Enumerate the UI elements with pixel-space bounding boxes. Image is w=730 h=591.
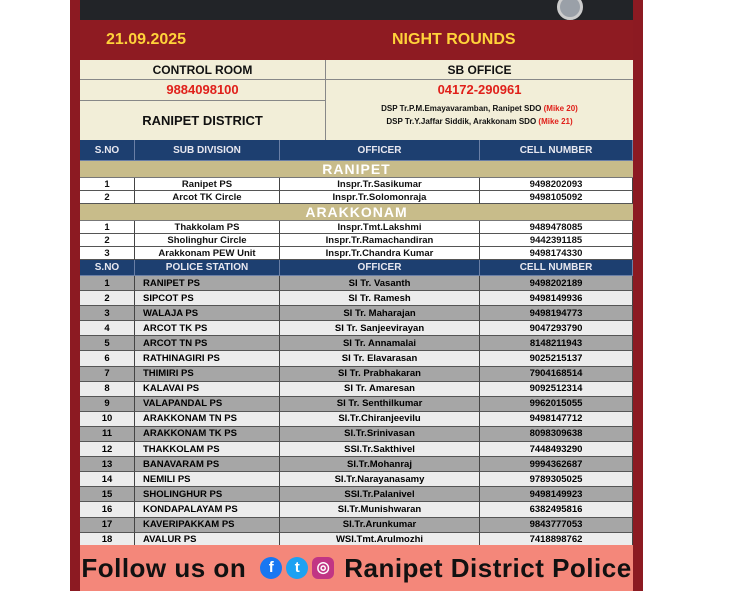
station-name: NEMILI PS: [135, 472, 280, 487]
station-name: SIPCOT PS: [135, 291, 280, 306]
cell-number: 9025215137: [480, 351, 633, 366]
table-row: [80, 502, 633, 517]
officer-name: SI Tr. Senthilkumar: [280, 397, 480, 412]
table-row: [80, 367, 633, 382]
cell-number: 9498202189: [480, 276, 633, 291]
cell-number: 8148211943: [480, 336, 633, 351]
police-station-header: S.NO POLICE STATION OFFICER CELL NUMBER: [80, 260, 633, 276]
dsp-ranipet: DSP Tr.P.M.Emayavaramban, Ranipet SDO (Mike 20): [381, 104, 578, 113]
section-arakkonam: ARAKKONAM: [80, 204, 633, 221]
row-number: 15: [80, 487, 135, 502]
row-number: 13: [80, 457, 135, 472]
officer-name: SI Tr. Amaresan: [280, 382, 480, 397]
officer-name: SI.Tr.Chiranjeevilu: [280, 412, 480, 427]
sb-office-phone: 04172-290961: [437, 82, 522, 97]
table-row: [80, 397, 633, 412]
row-number: 1: [80, 178, 135, 191]
row-number: 12: [80, 442, 135, 457]
duty-table: [80, 140, 633, 548]
row-number: 2: [80, 234, 135, 247]
footer-banner: [80, 545, 633, 591]
station-name: VALAPANDAL PS: [135, 397, 280, 412]
station-name: Thakkolam PS: [135, 221, 280, 234]
row-number: 1: [80, 221, 135, 234]
officer-name: Inspr.Tmt.Lakshmi: [280, 221, 480, 234]
sb-office-label: SB OFFICE: [447, 63, 512, 77]
row-number: 3: [80, 247, 135, 260]
cell-number: 9498202093: [480, 178, 633, 191]
station-name: RATHINAGIRI PS: [135, 351, 280, 366]
station-name: ARAKKONAM TN PS: [135, 412, 280, 427]
cell-number: 9092512314: [480, 382, 633, 397]
row-number: 2: [80, 191, 135, 204]
cell-number: 9843777053: [480, 518, 633, 533]
officer-name: SSI.Tr.Sakthivel: [280, 442, 480, 457]
officer-name: Inspr.Tr.Ramachandiran: [280, 234, 480, 247]
officer-name: SI.Tr.Arunkumar: [280, 518, 480, 533]
table-row: [80, 442, 633, 457]
officer-name: SI Tr. Sanjeevirayan: [280, 321, 480, 336]
officer-name: Inspr.Tr.Sasikumar: [280, 178, 480, 191]
cell-number: 9442391185: [480, 234, 633, 247]
cell-number: 9047293790: [480, 321, 633, 336]
station-name: ARAKKONAM TK PS: [135, 427, 280, 442]
follow-label: Follow us on: [81, 552, 247, 583]
officer-name: SI Tr. Annamalai: [280, 336, 480, 351]
officer-name: SI Tr. Prabhakaran: [280, 367, 480, 382]
officer-name: SI Tr. Maharajan: [280, 306, 480, 321]
section-ranipet: RANIPET: [80, 161, 633, 178]
dsp-arakkonam: DSP Tr.Y.Jaffar Siddik, Arakkonam SDO (Mike 21): [386, 117, 573, 126]
control-room-phone: 9884098100: [166, 82, 239, 97]
table-row: [80, 427, 633, 442]
officer-name: SI.Tr.Srinivasan: [280, 427, 480, 442]
camera-lens-icon: [557, 0, 583, 20]
cell-number: 9498105092: [480, 191, 633, 204]
page-title: NIGHT ROUNDS: [392, 31, 516, 48]
table-row: [80, 306, 633, 321]
table-row: [80, 457, 633, 472]
row-number: 6: [80, 351, 135, 366]
station-name: Sholinghur Circle: [135, 234, 280, 247]
station-name: THIMIRI PS: [135, 367, 280, 382]
table-row: [80, 412, 633, 427]
cell-number: 9994362687: [480, 457, 633, 472]
row-number: 9: [80, 397, 135, 412]
station-name: ARCOT TN PS: [135, 336, 280, 351]
row-number: 5: [80, 336, 135, 351]
row-number: 18: [80, 533, 135, 548]
table-row: [80, 178, 633, 191]
table-row: [80, 321, 633, 336]
station-name: KAVERIPAKKAM PS: [135, 518, 280, 533]
table-row: [80, 351, 633, 366]
row-number: 10: [80, 412, 135, 427]
row-number: 14: [80, 472, 135, 487]
cell-number: 9498194773: [480, 306, 633, 321]
officer-name: Inspr.Tr.Chandra Kumar: [280, 247, 480, 260]
footer-org-name: Ranipet District Police: [344, 552, 632, 583]
facebook-icon[interactable]: f: [260, 557, 282, 579]
row-number: 11: [80, 427, 135, 442]
officer-name: SI.Tr.Mohanraj: [280, 457, 480, 472]
row-number: 17: [80, 518, 135, 533]
station-name: AVALUR PS: [135, 533, 280, 548]
station-name: Ranipet PS: [135, 178, 280, 191]
cell-number: 7904168514: [480, 367, 633, 382]
cell-number: 9498147712: [480, 412, 633, 427]
station-name: WALAJA PS: [135, 306, 280, 321]
cell-number: 8098309638: [480, 427, 633, 442]
officer-name: SI.Tr.Munishwaran: [280, 502, 480, 517]
station-name: ARCOT TK PS: [135, 321, 280, 336]
table-row: [80, 382, 633, 397]
row-number: 1: [80, 276, 135, 291]
cell-number: 9498149936: [480, 291, 633, 306]
station-name: BANAVARAM PS: [135, 457, 280, 472]
station-name: Arcot TK Circle: [135, 191, 280, 204]
officer-name: Inspr.Tr.Solomonraja: [280, 191, 480, 204]
station-name: SHOLINGHUR PS: [135, 487, 280, 502]
station-name: Arakkonam PEW Unit: [135, 247, 280, 260]
cell-number: 9498174330: [480, 247, 633, 260]
table-row: [80, 487, 633, 502]
row-number: 16: [80, 502, 135, 517]
cell-number: 7418898762: [480, 533, 633, 548]
officer-name: SSI.Tr.Palanivel: [280, 487, 480, 502]
control-room-label: CONTROL ROOM: [152, 63, 253, 77]
cell-number: 7448493290: [480, 442, 633, 457]
row-number: 4: [80, 321, 135, 336]
station-name: RANIPET PS: [135, 276, 280, 291]
officer-name: SI Tr. Vasanth: [280, 276, 480, 291]
table-row: [80, 247, 633, 260]
cell-number: 6382495816: [480, 502, 633, 517]
contact-info: [80, 60, 633, 140]
table-row: [80, 336, 633, 351]
district-name: RANIPET DISTRICT: [142, 113, 263, 128]
station-name: KONDAPALAYAM PS: [135, 502, 280, 517]
table-row: [80, 291, 633, 306]
sub-division-header: S.NO SUB DIVISION OFFICER CELL NUMBER: [80, 140, 633, 161]
cell-number: 9489478085: [480, 221, 633, 234]
title-row: [80, 20, 633, 60]
station-name: THAKKOLAM PS: [135, 442, 280, 457]
station-name: KALAVAI PS: [135, 382, 280, 397]
row-number: 7: [80, 367, 135, 382]
cell-number: 9962015055: [480, 397, 633, 412]
table-row: [80, 276, 633, 291]
row-number: 2: [80, 291, 135, 306]
date-label: 21.09.2025: [106, 31, 187, 48]
instagram-icon[interactable]: ◎: [312, 557, 334, 579]
row-number: 8: [80, 382, 135, 397]
twitter-icon[interactable]: t: [286, 557, 308, 579]
table-row: [80, 518, 633, 533]
top-banner: [80, 0, 633, 20]
cell-number: 9789305025: [480, 472, 633, 487]
officer-name: SI Tr. Elavarasan: [280, 351, 480, 366]
row-number: 3: [80, 306, 135, 321]
table-row: [80, 221, 633, 234]
officer-name: WSI.Tmt.Arulmozhi: [280, 533, 480, 548]
table-row: [80, 191, 633, 204]
table-row: [80, 472, 633, 487]
table-row: [80, 234, 633, 247]
officer-name: SI.Tr.Narayanasamy: [280, 472, 480, 487]
cell-number: 9498149923: [480, 487, 633, 502]
officer-name: SI Tr. Ramesh: [280, 291, 480, 306]
